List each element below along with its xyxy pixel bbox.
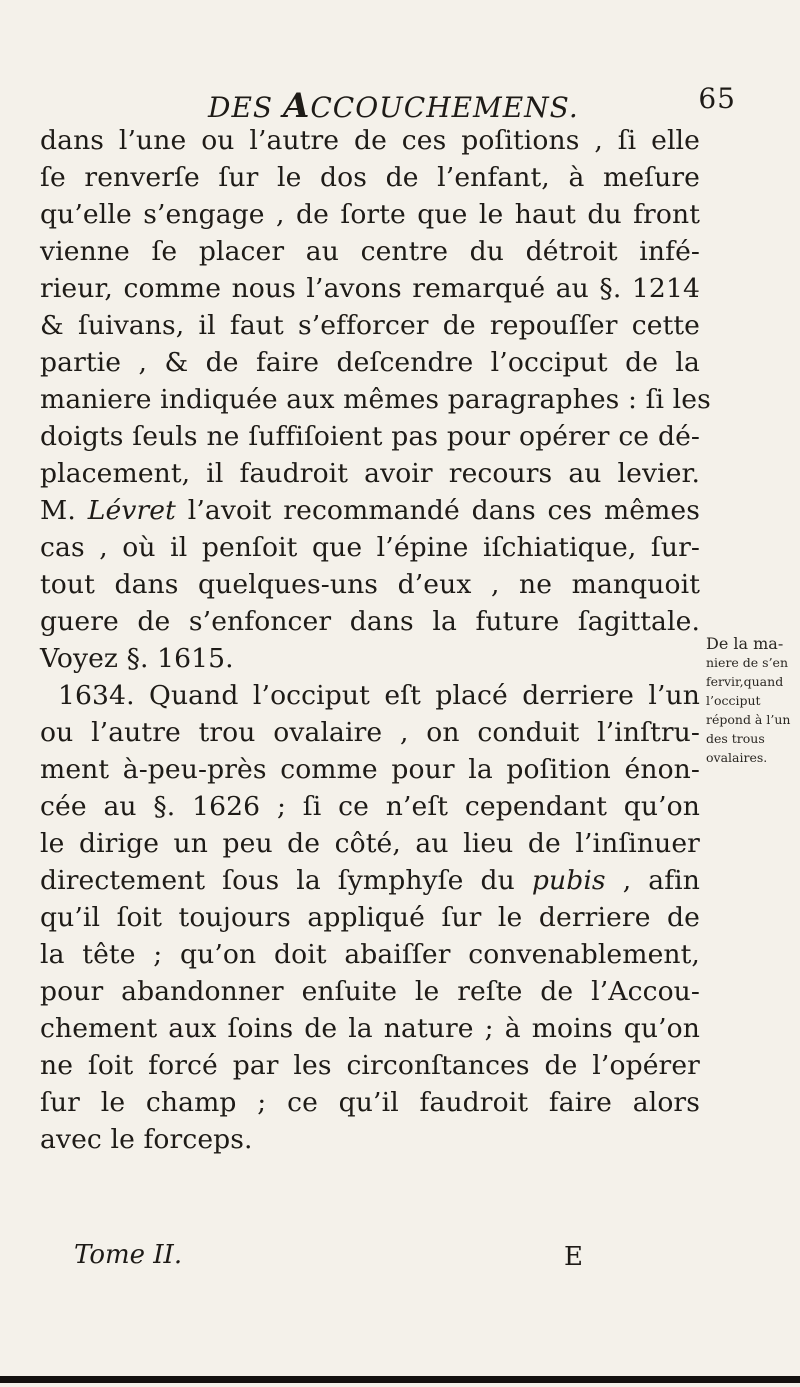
- volume-label: Tome II.: [74, 1240, 183, 1270]
- margin-note-line: niere de s’en: [706, 655, 789, 670]
- text-line: maniere indiquée aux mêmes paragraphes : ſi les: [40, 384, 711, 415]
- text-line: vienne ſe placer au centre du détroit infé-: [40, 236, 700, 267]
- italic-word-pubis: pubis: [531, 865, 606, 896]
- text-line: ſur le champ ; ce qu’il faudroit faire alors: [40, 1087, 700, 1118]
- margin-note-line: l’occiput: [706, 693, 761, 708]
- text-line: qu’elle s’engage , de ſorte que le haut du front: [40, 199, 700, 230]
- text-line: rieur, comme nous l’avons remarqué au §. 1214: [40, 273, 700, 304]
- text-line: cas , où il penſoit que l’épine iſchiatique, ſur-: [40, 532, 700, 563]
- text-line: qu’il ſoit toujours appliqué ſur le derriere de: [40, 902, 700, 933]
- text-line: ment à-peu-près comme pour la poſition énon-: [40, 754, 700, 785]
- text-line: doigts ſeuls ne ſuffiſoient pas pour opérer ce dé-: [40, 421, 700, 452]
- text-line: avec le forceps.: [40, 1124, 253, 1155]
- text-line: placement, il faudroit avoir recours au levier.: [40, 458, 700, 489]
- margin-note-line: répond à l’un: [706, 712, 791, 727]
- text-line: chement aux ſoins de la nature ; à moins qu’on: [40, 1013, 700, 1044]
- text-line: partie , & de faire deſcendre l’occiput de la: [40, 347, 700, 378]
- text-line-with-italic: [40, 492, 700, 529]
- text-line: tout dans quelques-uns d’eux , ne manquoit: [40, 569, 700, 600]
- text-line: le dirige un peu de côté, au lieu de l’inſinuer: [40, 828, 700, 859]
- running-title-prefix: DES: [208, 91, 283, 124]
- running-title-initial: A: [282, 86, 311, 126]
- text-fragment: , afin: [605, 865, 700, 896]
- text-line: ſe renverſe ſur le dos de l’enfant, à meſure: [40, 162, 700, 193]
- text-line: guere de s’enfoncer dans la future ſagittale.: [40, 606, 700, 637]
- text-line-with-italic: [40, 862, 700, 899]
- running-title: [208, 86, 579, 126]
- text-fragment: directement ſous la ſymphyſe du: [40, 865, 532, 896]
- margin-note-line: ovalaires.: [706, 750, 768, 765]
- text-line: & ſuivans, il faut s’efforcer de repouſſer cette: [40, 310, 700, 341]
- text-line: dans l’une ou l’autre de ces poſitions , ſi elle: [40, 125, 700, 156]
- margin-note: [706, 634, 796, 767]
- margin-note-line: des trous: [706, 731, 765, 746]
- page-number: 65: [698, 82, 736, 115]
- text-line: pour abandonner enſuite le reſte de l’Accou-: [40, 976, 700, 1007]
- text-line: ne ſoit forcé par les circonſtances de l’opérer: [40, 1050, 700, 1081]
- text-line: la tête ; qu’on doit abaiſſer convenablement,: [40, 939, 700, 970]
- text-fragment: M.: [40, 495, 88, 526]
- page-edge-rule: [0, 1376, 800, 1383]
- page-footer: [74, 1240, 634, 1274]
- running-head: [208, 82, 736, 126]
- paragraph-start-line: 1634. Quand l’occiput eſt placé derriere l’un: [58, 680, 700, 711]
- running-title-rest: CCOUCHEMENS.: [310, 91, 579, 124]
- body-text: [40, 122, 711, 1158]
- margin-note-line: fervir,quand: [706, 674, 784, 689]
- text-line: cée au §. 1626 ; ſi ce n’eſt cependant qu’on: [40, 791, 700, 822]
- margin-note-line: De la ma-: [706, 634, 784, 653]
- text-line: Voyez §. 1615.: [40, 643, 234, 674]
- text-fragment: l’avoit recommandé dans ces mêmes: [175, 495, 701, 526]
- italic-name-levret: Lévret: [87, 495, 176, 526]
- signature-mark: E: [564, 1242, 583, 1272]
- text-line: ou l’autre trou ovalaire , on conduit l’inſtru-: [40, 717, 700, 748]
